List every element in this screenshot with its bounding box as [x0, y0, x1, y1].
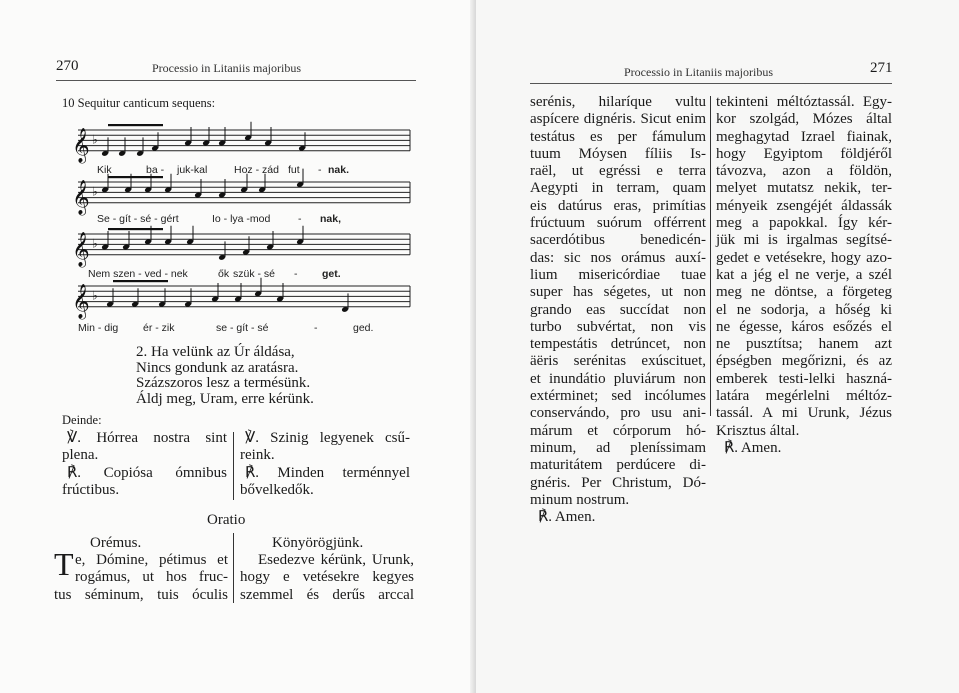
text-line: meg a papokkal. Így kér- — [716, 215, 892, 232]
response-line: frúctibus. — [62, 481, 120, 498]
treble-clef-icon: 𝄞 — [72, 231, 90, 267]
text-line: tekinteni méltóztassál. Egy- — [716, 94, 892, 110]
amen-response: ℟. Amen. — [724, 439, 782, 456]
running-head-left: Processio in Litaniis majoribus — [152, 61, 301, 75]
running-head-right: Processio in Litaniis majoribus — [624, 65, 773, 79]
syllable: - — [298, 213, 302, 225]
text-line: emberek testi-lelki haszná- — [716, 370, 892, 387]
syllable: Min - dig — [78, 322, 119, 334]
text-line: Aegypti in terram, quam — [530, 180, 706, 197]
text-line: das: sic nos orámus auxí- — [530, 249, 706, 266]
syllable: ők — [218, 268, 230, 280]
syllable: se - gít - sé — [216, 322, 269, 334]
prayer-line: e, Dómine, pétimus et — [75, 552, 228, 568]
response-line: bővelkedők. — [240, 481, 314, 498]
treble-clef-icon: 𝄞 — [72, 283, 90, 319]
text-line: turbo subvértat, non vis — [530, 318, 706, 335]
syllable: ér - zik — [143, 322, 175, 334]
text-line: äëris serénitas exúscituet, — [530, 353, 706, 370]
text-line: tuum Móysen fíliis Is- — [530, 145, 706, 162]
response-line: ℟. Minden terménnyel — [245, 464, 410, 481]
column-divider — [710, 96, 711, 416]
syllable: - — [314, 322, 318, 334]
text-line: ne pusztítsa; hanem azt — [716, 336, 892, 353]
right-hungarian-column — [716, 94, 892, 457]
prayer-line: hogy e vetésekre kegyes — [240, 569, 414, 586]
drop-cap: T — [54, 546, 74, 582]
flat-icon: ♭ — [92, 132, 98, 147]
text-line: testátus es per fámulum — [530, 128, 706, 145]
note-beam — [113, 280, 168, 282]
verse-line: Áldj meg, Uram, erre kérünk. — [136, 390, 314, 407]
page-number-right: 271 — [870, 60, 893, 76]
text-line: meghagytad Izrael fiainak, — [716, 128, 892, 145]
note-beam — [108, 176, 163, 178]
text-line: frúctuum suórum offérrent — [530, 215, 706, 232]
text-line: minum nostrum. — [530, 491, 630, 508]
verse-line: Nincs gondunk az aratásra. — [136, 359, 299, 376]
text-line: távozva, azon a földön, — [716, 163, 892, 180]
prayer-line: szemmel és derűs arccal — [240, 586, 414, 603]
syllable: Hoz - zád — [234, 164, 279, 176]
text-line: hogy Egyiptom földjéről — [716, 145, 892, 162]
oratio-heading: Oratio — [207, 512, 246, 528]
versicle-hungarian — [240, 430, 410, 499]
syllable: juk-kal — [177, 164, 208, 176]
treble-clef-icon: 𝄞 — [72, 179, 90, 215]
syllable: Nem szen - ved - nek — [88, 268, 188, 280]
page-number-left: 270 — [56, 58, 79, 74]
right-page — [476, 0, 959, 693]
text-line: el ne sodorja, a hőség ki — [716, 301, 892, 318]
syllable: Se - gít - sé - gért — [97, 213, 179, 225]
prayer-line: rogámus, ut hos fruc- — [75, 569, 228, 586]
header-rule-right — [530, 83, 892, 84]
syllable: - — [294, 268, 298, 280]
text-line: grando eas succídat non — [530, 301, 706, 318]
text-line: kor szolgád, Mózes által — [716, 111, 892, 128]
syllable: - — [318, 164, 322, 176]
syllable: Kik — [97, 164, 112, 176]
flat-icon: ♭ — [92, 236, 98, 251]
text-line: super has ségetes, ut non — [530, 284, 706, 301]
text-line: eis datúrus eras, primítias — [530, 197, 706, 214]
text-line: lium misericórdiae tuae — [530, 266, 706, 283]
versicle-line: plena. — [62, 447, 99, 464]
syllable: fut — [288, 164, 300, 176]
text-line: tassál. A mi Urunk, Jézus — [716, 405, 892, 422]
text-line: márum et córporum hó- — [530, 422, 706, 439]
column-divider — [233, 533, 234, 603]
syllable: Io - lya -mod — [212, 213, 271, 225]
column-divider — [233, 432, 234, 500]
text-line: maturitátem perdúcere di- — [530, 457, 706, 474]
text-line: gedet e vetésekre, hogy azo- — [716, 249, 892, 266]
text-line: ményeik zsengéjét áldassák — [716, 197, 892, 214]
syllable: ged. — [353, 322, 374, 334]
amen-response: ℟. Amen. — [538, 509, 596, 526]
left-page — [0, 0, 476, 693]
prayer-latin — [54, 552, 228, 604]
note-beam — [108, 228, 163, 230]
treble-clef-icon: 𝄞 — [72, 127, 90, 163]
konyorogjunk: Könyörögjünk. — [272, 535, 364, 551]
versicle-latin — [62, 430, 227, 499]
verse-line: Százszoros lesz a termésünk. — [136, 375, 311, 391]
text-line: tempestátis detrúncet, non — [530, 336, 706, 353]
text-line: latára megérlelni méltóz- — [716, 388, 892, 405]
text-line: meg ne döntse, a förgeteg — [716, 284, 892, 301]
text-line: conservándo, pro usu ani- — [530, 405, 706, 422]
syllable: ba - — [146, 164, 165, 176]
response-line: ℟. Copiósa ómnibus — [67, 464, 227, 481]
versicle-line: reink. — [240, 447, 275, 464]
text-line: aspícere dignéris. Sicut enim — [530, 111, 706, 128]
prayer-hungarian — [240, 552, 414, 604]
syllable: nak. — [328, 164, 350, 176]
syllable: nak, — [320, 213, 342, 225]
syllable: szük - sé — [233, 268, 276, 280]
flat-icon: ♭ — [92, 288, 98, 303]
text-line: épségben megőrizni, és az — [716, 353, 892, 370]
prayer-line: Esedezve kérünk, Urunk, — [258, 552, 414, 568]
prayer-line: tus séminum, tuis óculis — [54, 586, 228, 603]
right-latin-column — [530, 94, 706, 526]
verse-2 — [136, 345, 314, 407]
text-line: serénis, hilaríque vultu — [530, 94, 706, 110]
text-line: minum, ad pleníssimam — [530, 439, 706, 456]
text-line: gnéris. Per Christum, Dó- — [530, 474, 706, 491]
versicle-line: ℣. Szinig legyenek csű- — [245, 430, 410, 446]
flat-icon: ♭ — [92, 184, 98, 199]
text-line: ne égesse, káros esőzés el — [716, 318, 892, 335]
text-line: Krisztus által. — [716, 422, 800, 439]
deinde-label: Deinde: — [62, 413, 102, 427]
versicle-line: ℣. Hórrea nostra sint — [67, 430, 227, 446]
text-line: melyet mutatsz nekik, ter- — [716, 180, 892, 197]
syllable: get. — [322, 268, 341, 280]
text-line: extérminet; sed incólumes — [530, 388, 706, 405]
text-line: kat a jég el ne verje, a szél — [716, 266, 892, 283]
text-line: jük mi is irgalmas segítsé- — [716, 232, 892, 249]
note-beam — [108, 124, 163, 126]
text-line: raël, ut egréssi e terra — [530, 163, 706, 180]
oremus: Orémus. — [90, 535, 142, 551]
text-line: sacerdótibus benedicén- — [530, 232, 706, 249]
verse-line: 2. Ha velünk az Úr áldása, — [136, 344, 295, 360]
intro-line: 10 Sequitur canticum sequens: — [62, 96, 216, 110]
text-line: et inundátio pluviárum non — [530, 370, 706, 387]
